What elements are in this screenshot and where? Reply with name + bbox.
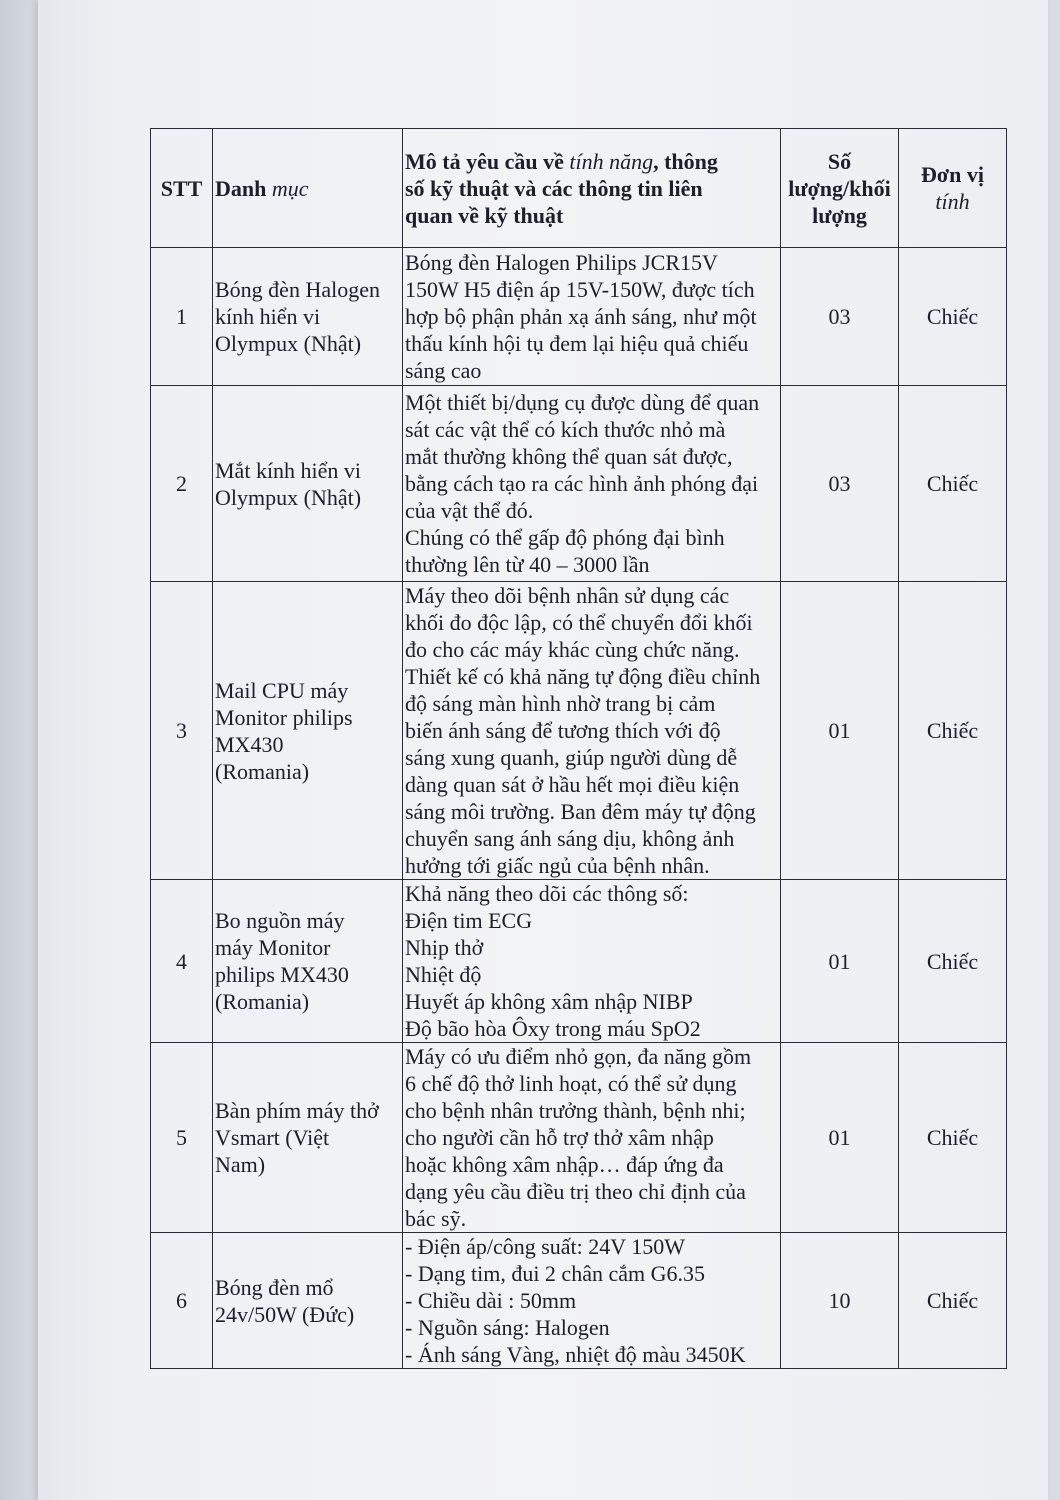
category-line: máy Monitor <box>215 935 331 960</box>
cell-stt: 4 <box>151 880 213 1043</box>
header-description <box>403 129 781 248</box>
category-line: Vsmart (Việt <box>215 1125 330 1150</box>
description-line: thường lên từ 40 – 3000 lần <box>405 552 650 577</box>
description-line: mắt thường không thể quan sát được, <box>405 444 733 469</box>
description-line: Một thiết bị/dụng cụ được dùng để quan <box>405 390 760 415</box>
cell-unit: Chiếc <box>899 1233 1007 1369</box>
description-line: Nhiệt độ <box>405 962 482 987</box>
header-qty-line1: Số <box>827 148 852 174</box>
cell-category <box>213 582 403 880</box>
description-line: sáng xung quanh, giúp người dùng dễ <box>405 745 738 770</box>
cell-quantity: 03 <box>781 386 899 582</box>
table-row <box>151 582 1007 880</box>
description-line: Huyết áp không xâm nhập NIBP <box>405 989 693 1014</box>
description-line: Độ bão hòa Ôxy trong máu SpO2 <box>405 1016 701 1041</box>
category-line: (Romania) <box>215 989 310 1014</box>
header-desc-line1-a: Mô tả yêu cầu về <box>405 148 570 174</box>
description-line: Khả năng theo dõi các thông số: <box>405 881 689 906</box>
cell-unit: Chiếc <box>899 248 1007 386</box>
cell-category <box>213 1233 403 1369</box>
table-row <box>151 1043 1007 1233</box>
description-line: thấu kính hội tụ đem lại hiệu quả chiếu <box>405 331 749 356</box>
description-line: Điện tim ECG <box>405 908 533 933</box>
cell-unit: Chiếc <box>899 880 1007 1043</box>
cell-stt: 2 <box>151 386 213 582</box>
category-line: philips MX430 <box>215 962 349 987</box>
category-line: Mắt kính hiển vi <box>215 457 362 483</box>
description-line: sát các vật thể có kích thước nhỏ mà <box>405 417 726 442</box>
category-line: Bóng đèn Halogen <box>215 277 380 302</box>
description-line: của vật thể đó. <box>405 498 534 523</box>
description-line: 6 chế độ thở linh hoạt, có thể sử dụng <box>405 1071 737 1096</box>
cell-category <box>213 248 403 386</box>
description-line: bác sỹ. <box>405 1206 467 1231</box>
description-line: sáng cao <box>405 358 482 383</box>
description-line: khối đo độc lập, có thể chuyển đổi khối <box>405 610 753 635</box>
description-line: độ sáng màn hình nhờ trang bị cảm <box>405 691 716 716</box>
description-line: - Chiều dài : 50mm <box>405 1288 577 1313</box>
description-line: Nhịp thở <box>405 935 484 960</box>
header-qty-line3: lượng <box>812 202 867 228</box>
cell-quantity: 01 <box>781 582 899 880</box>
table-row <box>151 1233 1007 1369</box>
table-row <box>151 880 1007 1043</box>
category-line: Bo nguồn máy <box>215 908 345 933</box>
category-line: Bóng đèn mổ <box>215 1274 334 1300</box>
header-desc-line2: số kỹ thuật và các thông tin liên <box>405 175 703 201</box>
header-qty-line2: lượng/khối <box>788 175 891 201</box>
description-line: Thiết kế có khả năng tự động điều chỉnh <box>405 664 761 689</box>
description-line: hưởng tới giấc ngủ của bệnh nhân. <box>405 853 710 878</box>
description-line: cho người cần hỗ trợ thở xâm nhập <box>405 1125 714 1150</box>
description-line: 150W H5 điện áp 15V-150W, được tích <box>405 277 755 302</box>
table-header-row <box>151 129 1007 248</box>
cell-stt: 1 <box>151 248 213 386</box>
cell-stt: 5 <box>151 1043 213 1233</box>
header-category-bold: Danh <box>215 175 272 201</box>
description-line: dạng yêu cầu điều trị theo chỉ định của <box>405 1179 746 1204</box>
description-line: hoặc không xâm nhập… đáp ứng đa <box>405 1152 724 1177</box>
cell-description <box>403 248 781 386</box>
description-line: - Nguồn sáng: Halogen <box>405 1315 610 1340</box>
cell-description <box>403 386 781 582</box>
category-line: (Romania) <box>215 758 310 784</box>
document-page <box>38 0 1048 1500</box>
table-body <box>151 248 1007 1369</box>
cell-category <box>213 386 403 582</box>
cell-quantity: 01 <box>781 880 899 1043</box>
cell-description <box>403 582 781 880</box>
category-line: Bàn phím máy thở <box>215 1098 379 1123</box>
cell-quantity: 03 <box>781 248 899 386</box>
cell-category <box>213 880 403 1043</box>
category-line: Mail CPU máy <box>215 677 349 703</box>
cell-unit: Chiếc <box>899 1043 1007 1233</box>
header-quantity <box>781 129 899 248</box>
cell-stt: 3 <box>151 582 213 880</box>
equipment-spec-table <box>150 128 1007 1369</box>
header-category-italic: mục <box>271 175 309 201</box>
description-line: - Điện áp/công suất: 24V 150W <box>405 1234 686 1259</box>
cell-unit: Chiếc <box>899 386 1007 582</box>
cell-stt: 6 <box>151 1233 213 1369</box>
description-line: Bóng đèn Halogen Philips JCR15V <box>405 250 718 275</box>
cell-unit: Chiếc <box>899 582 1007 880</box>
category-line: Nam) <box>215 1152 266 1177</box>
cell-category <box>213 1043 403 1233</box>
header-stt: STT <box>151 129 213 248</box>
cell-description <box>403 1233 781 1369</box>
description-line: sáng môi trường. Ban đêm máy tự động <box>405 799 756 824</box>
category-line: kính hiển vi <box>215 304 321 329</box>
header-category <box>213 129 403 248</box>
description-line: Máy theo dõi bệnh nhân sử dụng các <box>405 583 730 608</box>
header-desc-line1-c: , thông <box>653 148 718 174</box>
category-line: Monitor philips <box>215 704 353 730</box>
category-line: MX430 <box>215 731 284 757</box>
table-row <box>151 248 1007 386</box>
category-line: Olympux (Nhật) <box>215 484 362 510</box>
description-line: cho bệnh nhân trưởng thành, bệnh nhi; <box>405 1098 746 1123</box>
header-unit <box>899 129 1007 248</box>
description-line: dàng quan sát ở hầu hết mọi điều kiện <box>405 772 740 797</box>
table-row <box>151 386 1007 582</box>
header-unit-line2: tính <box>935 189 970 214</box>
cell-description <box>403 880 781 1043</box>
header-desc-line1-b: tính năng <box>569 148 654 174</box>
cell-quantity: 01 <box>781 1043 899 1233</box>
cell-description <box>403 1043 781 1233</box>
description-line: đo cho các máy khác cùng chức năng. <box>405 637 740 662</box>
cell-quantity: 10 <box>781 1233 899 1369</box>
page-binding-edge <box>0 0 38 1500</box>
description-line: Chúng có thể gấp độ phóng đại bình <box>405 525 725 550</box>
description-line: - Dạng tim, đui 2 chân cắm G6.35 <box>405 1261 705 1286</box>
description-line: biến ánh sáng để tương thích với độ <box>405 718 721 743</box>
description-line: - Ánh sáng Vàng, nhiệt độ màu 3450K <box>405 1342 746 1367</box>
header-desc-line3: quan về kỹ thuật <box>405 202 564 228</box>
description-line: hợp bộ phận phản xạ ánh sáng, như một <box>405 304 757 329</box>
description-line: bằng cách tạo ra các hình ảnh phóng đại <box>405 471 759 496</box>
category-line: Olympux (Nhật) <box>215 331 362 356</box>
category-line: 24v/50W (Đức) <box>215 1301 355 1327</box>
header-unit-line1: Đơn vị <box>921 162 984 187</box>
description-line: chuyển sang ánh sáng dịu, không ảnh <box>405 826 735 851</box>
description-line: Máy có ưu điểm nhỏ gọn, đa năng gồm <box>405 1044 752 1069</box>
